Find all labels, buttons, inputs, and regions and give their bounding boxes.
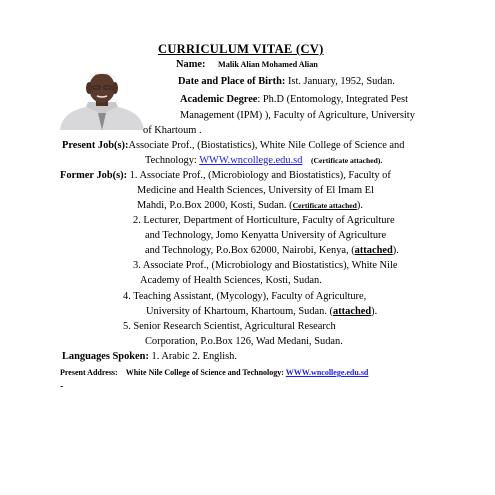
- degree-line2: Management (IPM) ), Faculty of Agriculture, University: [180, 110, 415, 121]
- former-job-5b: Corporation, P.o.Box 126, Wad Medani, Sudan.: [145, 336, 343, 347]
- present-job-label: Present Job(s):: [62, 140, 129, 151]
- former-job-2b: and Technology, Jomo Kenyatta University of Agriculture: [145, 230, 387, 241]
- degree-line3: of Khartoum .: [143, 125, 202, 136]
- former-job-2c-text: and Technology, P.o.Box 62000, Nairobi, Kenya, (: [145, 245, 355, 256]
- former-job-3b: Academy of Health Sciences, Kosti, Sudan.: [140, 275, 322, 286]
- former-job-1b: Medicine and Health Sciences, University of El Imam El: [137, 185, 374, 196]
- former-job-4b-text: University of Khartoum, Khartoum, Sudan. (: [146, 306, 334, 317]
- former-job-4b-end: ).: [371, 306, 378, 317]
- name-label: Name:: [176, 59, 206, 70]
- birth-label: Date and Place of Birth:: [178, 76, 286, 87]
- present-job-line1: Associate Prof., (Biostatistics), White Nile College of Science and: [128, 140, 405, 151]
- languages-row: [62, 350, 237, 363]
- former-job-1c-text: Mahdi, P.o.Box 2000, Kosti, Sudan. (: [137, 200, 293, 211]
- former-job-2c-end: ).: [392, 245, 399, 256]
- present-job-line2: [145, 154, 382, 167]
- former-job-4b: [146, 305, 377, 318]
- attached-4: attached: [333, 306, 372, 317]
- birth-value: Ist. January, 1952, Sudan.: [287, 76, 395, 87]
- profile-photo: [58, 66, 146, 130]
- address-row: [60, 367, 368, 378]
- present-job-line2-text: Technology:: [145, 155, 200, 166]
- former-job-2a: 2. Lecturer, Department of Horticulture, Faculty of Agriculture: [133, 215, 395, 226]
- birth-row: [178, 75, 395, 88]
- degree-label: Academic Degree: [180, 94, 258, 105]
- attached-2: attached: [354, 245, 393, 256]
- former-job-2c: [145, 244, 399, 257]
- present-job-row: [62, 139, 404, 152]
- degree-line1: : Ph.D (Entomology, Integrated Pest: [257, 94, 408, 105]
- page-title: CURRICULUM VITAE (CV): [158, 42, 324, 56]
- former-job-label: Former Job(s):: [60, 170, 128, 181]
- name-value: Malik Alian Mohamed Alian: [218, 60, 318, 69]
- certificate-attached-1: Certificate attached: [292, 201, 357, 210]
- address-website-link[interactable]: WWW.wncollege.edu.sd: [285, 368, 369, 377]
- footer-mark: -: [60, 381, 64, 392]
- portrait-image: [58, 66, 146, 130]
- former-job-1c-end: ).: [356, 200, 363, 211]
- certificate-note: (Certificate attached).: [311, 156, 383, 165]
- former-job-row: [60, 169, 391, 182]
- address-value: White Nile College of Science and Technology:: [125, 368, 286, 377]
- former-job-5a: 5. Senior Research Scientist, Agricultural Research: [123, 321, 336, 332]
- languages-label: Languages Spoken:: [62, 351, 149, 362]
- former-job-1a: 1. Associate Prof., (Microbiology and Biostatistics), Faculty of: [129, 170, 391, 181]
- former-job-4a: 4. Teaching Assistant, (Mycology), Faculty of Agriculture,: [123, 291, 367, 302]
- address-label: Present Address:: [60, 368, 118, 377]
- former-job-3a: 3. Associate Prof., (Microbiology and Biostatistics), White Nile: [133, 260, 398, 271]
- languages-value: 1. Arabic 2. English.: [151, 351, 237, 362]
- degree-row: [180, 93, 408, 106]
- former-job-1c: [137, 199, 363, 212]
- college-website-link[interactable]: WWW.wncollege.edu.sd: [199, 155, 303, 166]
